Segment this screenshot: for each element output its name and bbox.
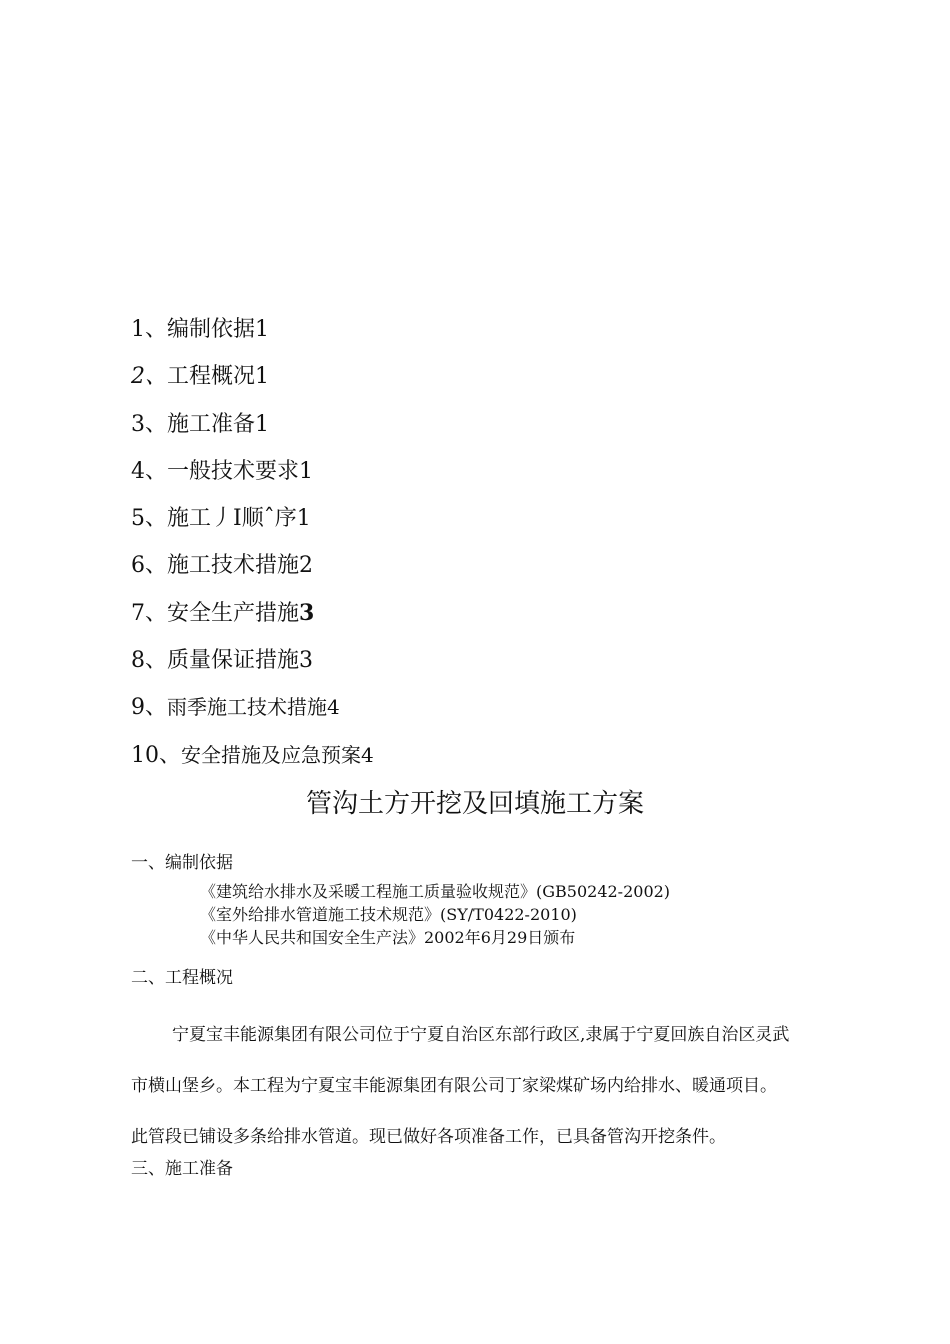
toc-item-page: 3 [299, 599, 315, 626]
toc-item[interactable] [131, 306, 374, 353]
toc-item-number: 1、 [131, 317, 167, 342]
table-of-contents [131, 306, 374, 779]
toc-item-title: 工程概况 [167, 364, 256, 390]
toc-item[interactable] [131, 732, 374, 779]
toc-item-page: 2 [299, 553, 314, 579]
reference-list [200, 880, 670, 949]
section-heading-preparation: 三、施工准备 [131, 1159, 233, 1179]
toc-item[interactable] [131, 401, 374, 448]
toc-item[interactable] [131, 590, 374, 637]
toc-item-title: 安全生产措施 [167, 600, 300, 626]
toc-item-number: 4、 [131, 458, 167, 484]
toc-item[interactable] [131, 448, 374, 495]
toc-item-page: 4 [327, 695, 340, 720]
toc-item-title: 雨季施工技术措施 [167, 695, 327, 720]
toc-item-page: 4 [361, 742, 374, 767]
toc-item[interactable] [131, 353, 374, 400]
paragraph-line: 市横山堡乡。本工程为宁夏宝丰能源集团有限公司丁家梁煤矿场内给排水、暖通项目。 [131, 1076, 777, 1096]
toc-item-title: 安全措施及应急预案 [181, 742, 361, 767]
toc-item[interactable] [131, 684, 374, 731]
reference-item: 《室外给排水管道施工技术规范》(SY/T0422-2010) [200, 905, 577, 924]
toc-item-page: 1 [255, 364, 270, 390]
toc-item[interactable] [131, 637, 374, 684]
section-heading-basis: 一、编制依据 [131, 853, 233, 873]
paragraph-line: 此管段已铺设多条给排水管道。现已做好各项准备工作，已具备管沟开挖条件。 [131, 1127, 726, 1147]
toc-item-number: 10、 [131, 742, 181, 768]
toc-item-number: 8、 [131, 648, 167, 674]
toc-item[interactable] [131, 495, 374, 542]
document-title: 管沟土方开挖及回填施工方案 [305, 789, 644, 819]
overview-paragraph [131, 1010, 876, 1163]
toc-item-title: 施工准备 [167, 411, 256, 437]
toc-item-number: 9、 [131, 695, 167, 721]
toc-item-page: 1 [255, 317, 270, 342]
toc-item-page: 1 [296, 506, 311, 532]
toc-item-title: 施工丿I顺ˆ序 [167, 506, 297, 532]
toc-item-page: 1 [255, 411, 270, 437]
toc-item-number: 2、 [131, 364, 167, 390]
paragraph-line: 宁夏宝丰能源集团有限公司位于宁夏自治区东部行政区,隶属于宁夏回族自治区灵武 [172, 1025, 790, 1045]
toc-item-number: 7、 [131, 600, 167, 626]
toc-item-number: 3、 [131, 411, 167, 437]
toc-item-number: 6、 [131, 553, 167, 579]
toc-item-title: 施工技术措施 [167, 553, 300, 579]
toc-item-page: 1 [299, 458, 314, 484]
toc-item[interactable] [131, 542, 374, 589]
toc-item-title: 编制依据 [167, 317, 256, 342]
reference-item: 《建筑给水排水及采暖工程施工质量验收规范》(GB50242-2002) [200, 882, 671, 901]
toc-item-number: 5、 [131, 506, 167, 532]
toc-item-page: 3 [299, 648, 314, 674]
reference-item: 《中华人民共和国安全生产法》2002年6月29日颁布 [200, 928, 576, 947]
section-heading-overview: 二、工程概况 [131, 968, 233, 988]
toc-item-title: 一般技术要求 [167, 458, 300, 484]
toc-item-title: 质量保证措施 [167, 648, 300, 674]
